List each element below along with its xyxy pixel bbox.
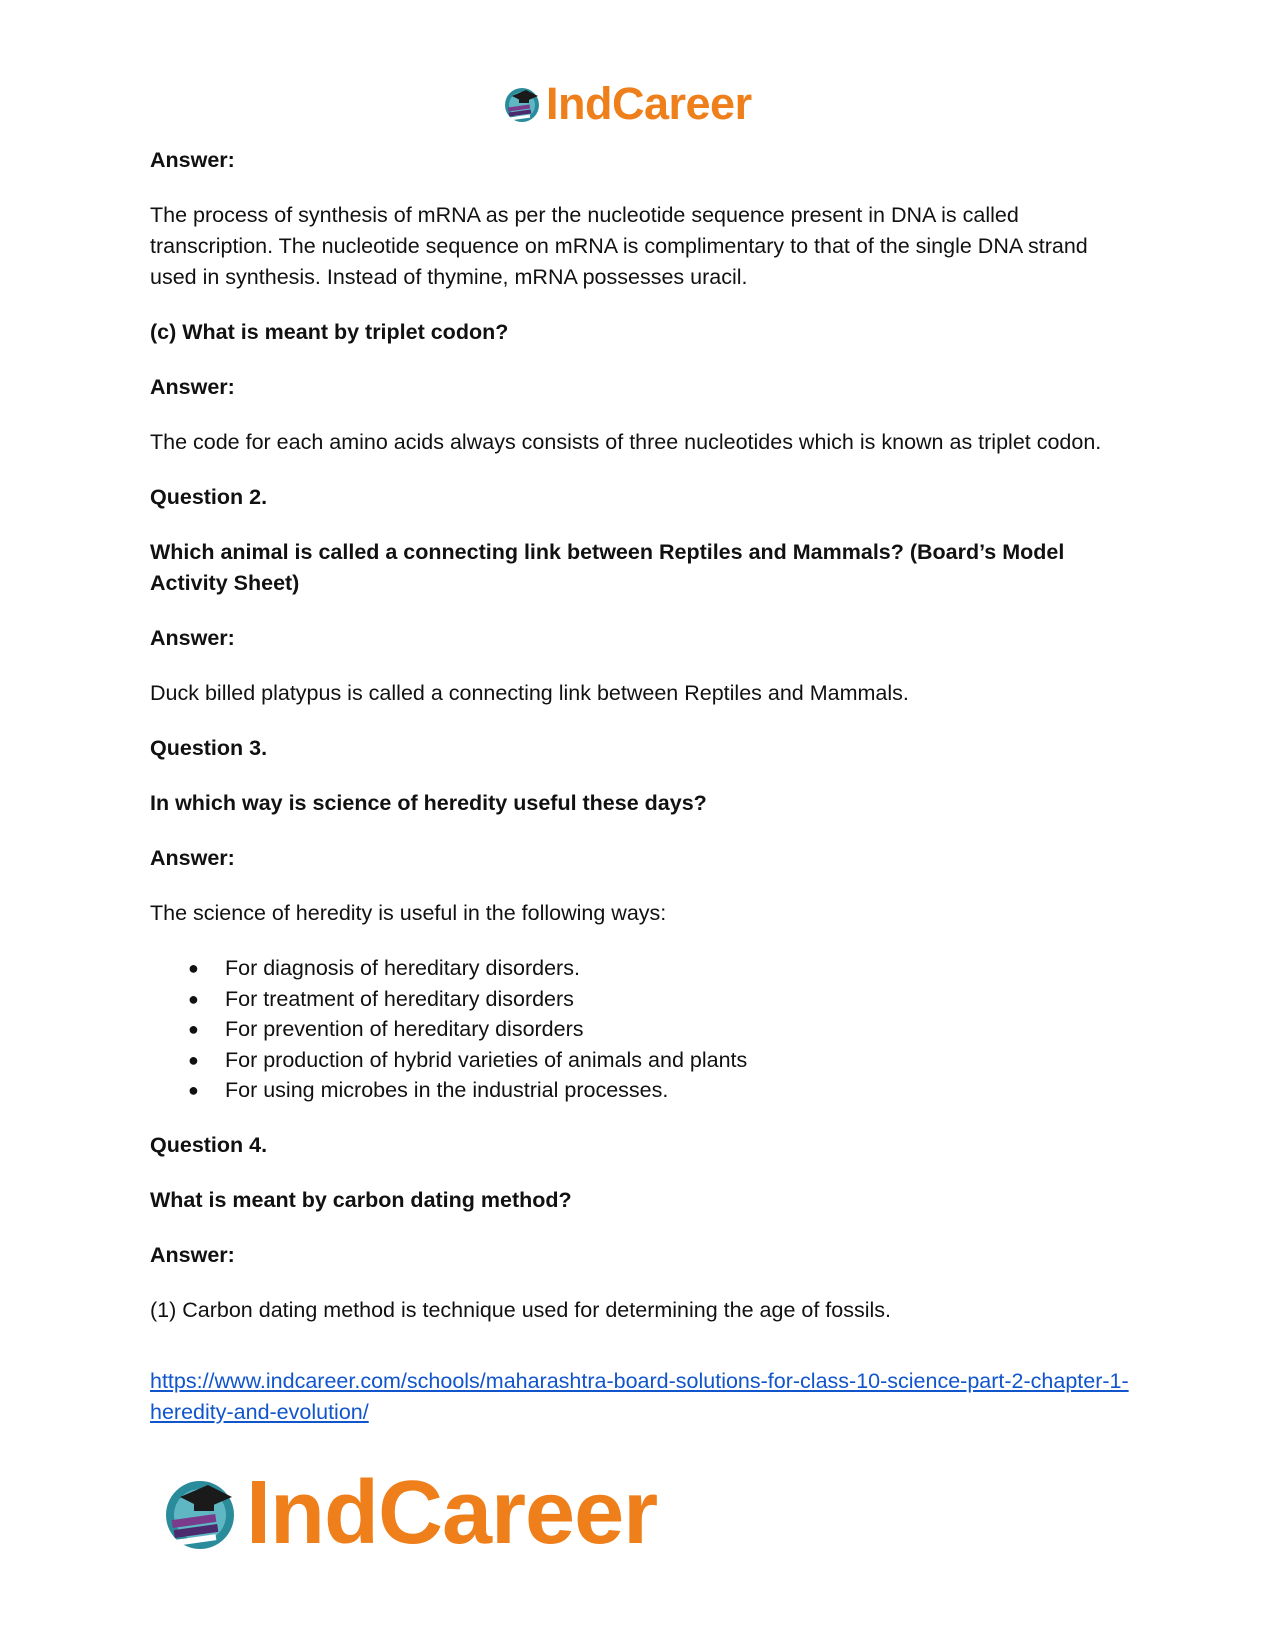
- bullet-list: [150, 953, 1140, 1106]
- list-item-text: For treatment of hereditary disorders: [225, 986, 574, 1011]
- list-item-text: For production of hybrid varieties of animals and plants: [225, 1047, 748, 1072]
- bullet-icon: ●: [188, 1019, 199, 1039]
- list-item-text: For prevention of hereditary disorders: [225, 1017, 584, 1041]
- footer-logo: [160, 1462, 658, 1563]
- heading-text: Question 4.: [150, 1132, 268, 1157]
- list-item: [188, 1075, 1140, 1106]
- heading-text: Question 3.: [150, 736, 268, 760]
- heading-text: Answer:: [150, 375, 235, 399]
- list-item: [188, 953, 1140, 984]
- graduation-globe-icon: [502, 84, 542, 124]
- bullet-icon: ●: [188, 988, 199, 1009]
- heading-text: (c) What is meant by triplet codon?: [150, 320, 509, 344]
- bullet-icon: ●: [188, 1080, 199, 1100]
- heading-text: Which animal is called a connecting link between Reptiles and Mammals? (Board’s Model Activity Sheet): [150, 540, 1065, 595]
- heading-text: In which way is science of heredity useful these days?: [150, 791, 707, 815]
- heading-text: Answer:: [150, 846, 235, 870]
- heading-text: Answer:: [150, 1242, 235, 1267]
- paragraph-text: Duck billed platypus is called a connecting link between Reptiles and Mammals.: [150, 681, 909, 705]
- graduation-globe-icon: [160, 1473, 240, 1553]
- heading-text: What is meant by carbon dating method?: [150, 1187, 572, 1212]
- heading-text: Question 2.: [150, 485, 268, 509]
- list-item-text: For using microbes in the industrial processes.: [225, 1078, 669, 1102]
- paragraph-text: The process of synthesis of mRNA as per the nucleotide sequence present in DNA is called transcription. The nucleotide sequence on mRNA is complimentary to that of the single DNA strand used in synthesis. Instead of thymine, mRNA possesses uracil.: [150, 203, 1088, 289]
- heading-text: Answer:: [150, 148, 235, 172]
- paragraph-text: (1) Carbon dating method is technique used for determining the age of fossils.: [150, 1297, 891, 1322]
- brand-name: IndCareer: [546, 78, 752, 129]
- document-body: [150, 145, 1140, 1428]
- header-logo: [502, 80, 752, 128]
- list-item-text: For diagnosis of hereditary disorders.: [225, 956, 580, 980]
- source-link[interactable]: https://www.indcareer.com/schools/maharashtra-board-solutions-for-class-10-science-part-2-chapter-1-heredity-and-evolution/: [150, 1368, 1129, 1424]
- list-item: [188, 984, 1140, 1015]
- brand-name: IndCareer: [246, 1462, 658, 1563]
- paragraph-text: The science of heredity is useful in the following ways:: [150, 901, 667, 925]
- heading-text: Answer:: [150, 626, 235, 650]
- bullet-icon: ●: [188, 1049, 199, 1070]
- paragraph-text: The code for each amino acids always consists of three nucleotides which is known as triplet codon.: [150, 430, 1102, 454]
- list-item: [188, 1014, 1140, 1045]
- bullet-icon: ●: [188, 958, 199, 978]
- list-item: [188, 1045, 1140, 1076]
